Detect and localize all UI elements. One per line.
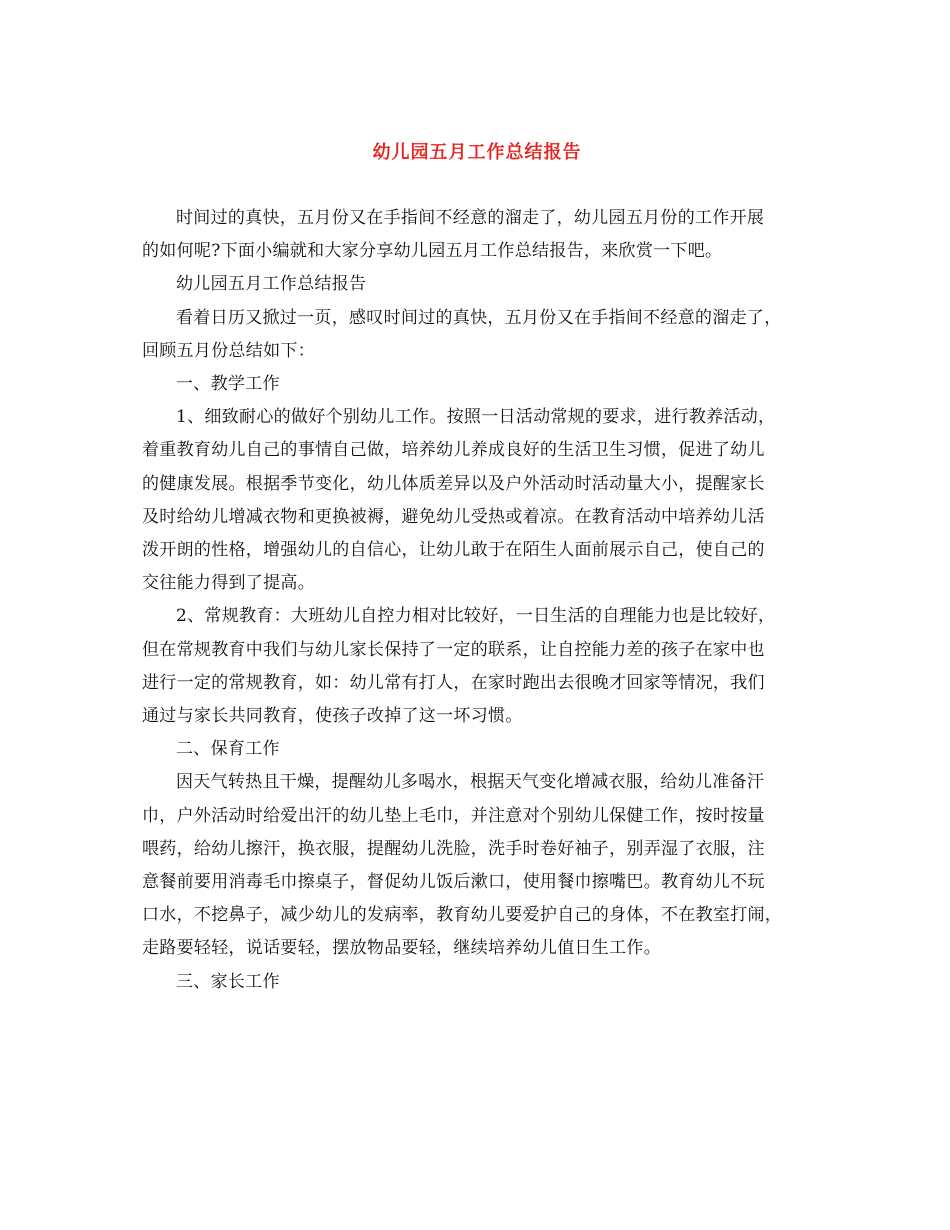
section-heading-care: 二、保育工作 — [176, 739, 280, 760]
paragraph-care: 因天气转热且干燥，提醒幼儿多喝水，根据天气变化增减衣服，给幼儿准备汗 巾，户外活动时给爱出汗的幼儿垫上毛巾，并注意对个别幼儿保健工作，按时按量 喂药，给幼儿擦汗，换衣服，提醒幼儿洗脸，洗手时卷好袖子，别弄湿了衣服，注 意餐前要用消毒毛巾擦桌子，督促幼儿饭后漱口，使用餐巾擦嘴巴。教育幼儿不玩 口水，不挖鼻子，减少幼儿的发病率，教育幼儿要爱护自己的身体，不在教室打闹， 走路要轻轻，说话要轻，摆放物品要轻，继续培养幼儿值日生工作。 — [142, 772, 783, 959]
document-title: 幼儿园五月工作总结报告 — [372, 142, 582, 163]
section-heading-parents: 三、家长工作 — [176, 971, 280, 992]
section-heading-teaching: 一、教学工作 — [176, 374, 280, 395]
paragraph-review: 看着日历又掀过一页，感叹时间过的真快，五月份又在手指间不经意的溜走了， 回顾五月份总结如下： — [142, 307, 782, 361]
paragraph-teaching-1: 1、细致耐心的做好个别幼儿工作。按照一日活动常规的要求，进行教养活动， 着重教育幼儿自己的事情自己做，培养幼儿养成良好的生活卫生习惯，促进了幼儿 的健康发展。根据季节变化，幼儿体质差异以及户外活动时活动量大小，提醒家长 及时给幼儿增减衣物和更换被褥，避免幼儿受热或着凉。在教育活动中培养幼儿活 泼开朗的性格，增强幼儿的自信心，让幼儿敢于在陌生人面前展示自己，使自己的 交往能力得到了提高。 — [142, 407, 776, 594]
paragraph-subtitle: 幼儿园五月工作总结报告 — [176, 274, 367, 295]
paragraph-teaching-2: 2、常规教育：大班幼儿自控力相对比较好，一日生活的自理能力也是比较好， 但在常规教育中我们与幼儿家长保持了一定的联系，让自控能力差的孩子在家中也 进行一定的常规教育，如：幼儿常有打人，在家时跑出去很晚才回家等情况，我们 通过与家长共同教育，使孩子改掉了这一坏习惯。 — [142, 606, 776, 727]
document-body — [142, 202, 812, 999]
paragraph-intro: 时间过的真快，五月份又在手指间不经意的溜走了，幼儿园五月份的工作开展 的如何呢?下面小编就和大家分享幼儿园五月工作总结报告，来欣赏一下吧。 — [142, 208, 765, 262]
